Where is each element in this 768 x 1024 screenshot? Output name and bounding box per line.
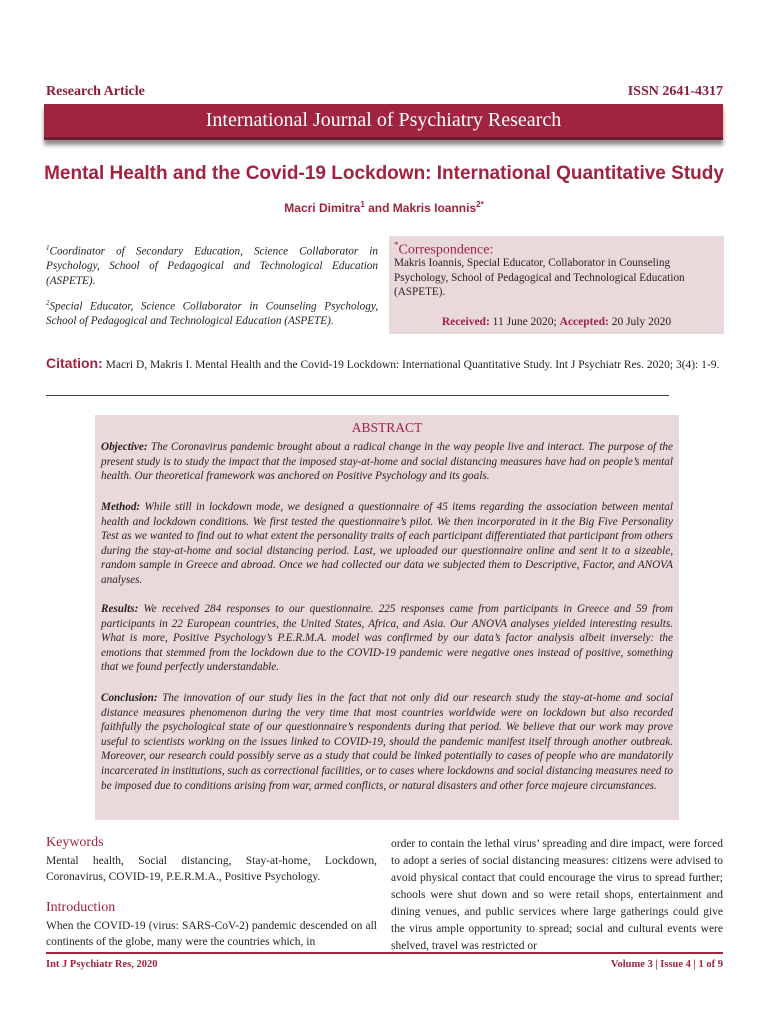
author-1: Macri Dimitra [284, 201, 361, 215]
keywords-heading: Keywords [46, 835, 104, 850]
received-label: Received: [441, 316, 490, 328]
received-date: 11 June 2020; [489, 316, 560, 328]
conclusion-label: Conclusion: [101, 692, 158, 704]
keywords-text: Mental health, Social distancing, Stay-at-home, Lockdown, Coronavirus, COVID-19, P.E.R.M.A., Positive Psychology. [46, 855, 377, 883]
results-label: Results: [101, 603, 139, 615]
footer-journal: Int J Psychiatr Res, 2020 [46, 959, 158, 970]
introduction-heading: Introduction [46, 900, 116, 915]
abstract-box [95, 415, 679, 820]
abstract-method [101, 500, 673, 588]
author-2-sup: 2* [476, 200, 484, 209]
article-type: Research Article [46, 84, 145, 99]
results-text: We received 284 responses to our questionnaire. 225 responses came from participants in Greece and 59 from participants in 22 European countries, the United States, Africa, and Asia. Our ANOVA analyses yielded interesting results. What is more, Positive Psychology’s P.E.R.M.A. model was confirmed by our data’s factor analysis albeit inversely: the emotions that stemmed from the lockdown due to the COVID-19 pandemic were negative ones instead of positive, something that we found perfectly understandable. [101, 603, 673, 674]
accepted-date: 20 July 2020 [608, 316, 672, 328]
footer-page-info: Volume 3 | Issue 4 | 1 of 9 [610, 959, 723, 970]
affiliation-2-text: Special Educator, Science Collaborator in Counseling Psychology, School of Pedagogical and Technological Education (ASPETE). [46, 300, 378, 328]
citation-text: Macri D, Makris I. Mental Health and the Covid-19 Lockdown: International Quantitative Study. Int J Psychiatr Res. 2020; 3(4): 1-9. [102, 359, 720, 371]
accepted-label: Accepted: [559, 316, 609, 328]
affiliation-1-text: Coordinator of Secondary Education, Science Collaborator in Psychology, School of Pedagogical and Technological Education (ASPETE). [46, 245, 378, 287]
abstract-objective [101, 440, 673, 484]
introduction-text: When the COVID-19 (virus: SARS-CoV-2) pandemic descended on all continents of the globe, many were the countries which, in [46, 920, 377, 948]
method-text: While still in lockdown mode, we designed a questionnaire of 45 items regarding the association between mental health and lockdown conditions. We first tested the questionnaire’s pilot. We then incorporated in it the Big Five Personality Test as we wanted to find out to what extent the personality traits of each participant differentiated that participant from others during the stay-at-home and social distancing period. Last, we uploaded our questionnaire online and sent it to a sizeable, random sample in Greece and abroad. Once we had collected our data we subjected them to Descriptive, Factor, and ANOVA analyses. [101, 501, 673, 586]
affiliation-1-sup: 1 [46, 244, 50, 252]
correspondence-label: Correspondence: [398, 242, 494, 258]
received-accepted-dates [389, 316, 724, 328]
issn: ISSN 2641-4317 [627, 84, 723, 99]
correspondence-sup: * [394, 240, 399, 250]
affiliation-2-sup: 2 [46, 299, 50, 308]
method-label: Method: [101, 501, 141, 513]
author-2: Makris Ioannis [392, 201, 477, 215]
correspondence-box [389, 236, 724, 334]
citation-label: Citation: [46, 355, 103, 371]
objective-label: Objective: [101, 441, 148, 453]
citation [46, 355, 723, 373]
abstract-conclusion [101, 691, 673, 793]
abstract-heading: ABSTRACT [351, 420, 423, 435]
paper-title: Mental Health and the Covid-19 Lockdown: International Quantitative Study [44, 163, 724, 184]
abstract-results [101, 602, 673, 675]
author-1-sup: 1 [360, 200, 365, 209]
footer-divider [46, 952, 723, 954]
authors [0, 200, 768, 215]
correspondence-text: Makris Ioannis, Special Educator, Collaborator in Counseling Psychology, School of Pedagogical and Technological Education (ASPETE). [394, 257, 685, 298]
journal-name: International Journal of Psychiatry Research [205, 109, 562, 131]
author-and: and [364, 201, 393, 215]
introduction-column-2: order to contain the lethal virus’ spreading and dire impact, were forced to adopt a series of social distancing measures: citizens were advised to avoid physical contact that could encourage the virus to spread further; schools were shut down and so were retail shops, entertainment and dining venues, and public services where large gatherings could give the virus ample opportunity to spread; social and cultural events were shelved, travel was restricted or [391, 838, 723, 952]
citation-divider [46, 395, 669, 396]
affiliation-2 [46, 296, 378, 329]
objective-text: The Coronavirus pandemic brought about a radical change in the way people live and interact. The purpose of the present study is to study the impact that the imposed stay-at-home and social distancing measures have had on people’s mental health. Our theoretical framework was anchored on Positive Psychology and its goals. [101, 441, 673, 483]
journal-banner [44, 104, 723, 140]
affiliations [46, 241, 378, 337]
conclusion-text: The innovation of our study lies in the fact that not only did our research study the stay-at-home and social distance measures phenomenon during the very time that most countries worldwide were on lockdown but also recorded faithfully the psychological state of our questionnaire’s respondents during that period. We believe that our work may prove useful to scientists working on the issues linked to COVID-19, should the pandemic manifest itself through another outbreak. Moreover, our research could possibly serve as a study that could be linked potentially to cases of people who are mandatorily incarcerated in institutions, such as correctional facilities, or to cases where lockdowns and social distancing measures need to be imposed due to conditions arising from war, armed conflicts, or natural disasters and other force majeure circumstances. [101, 692, 673, 792]
affiliation-1 [46, 241, 378, 288]
